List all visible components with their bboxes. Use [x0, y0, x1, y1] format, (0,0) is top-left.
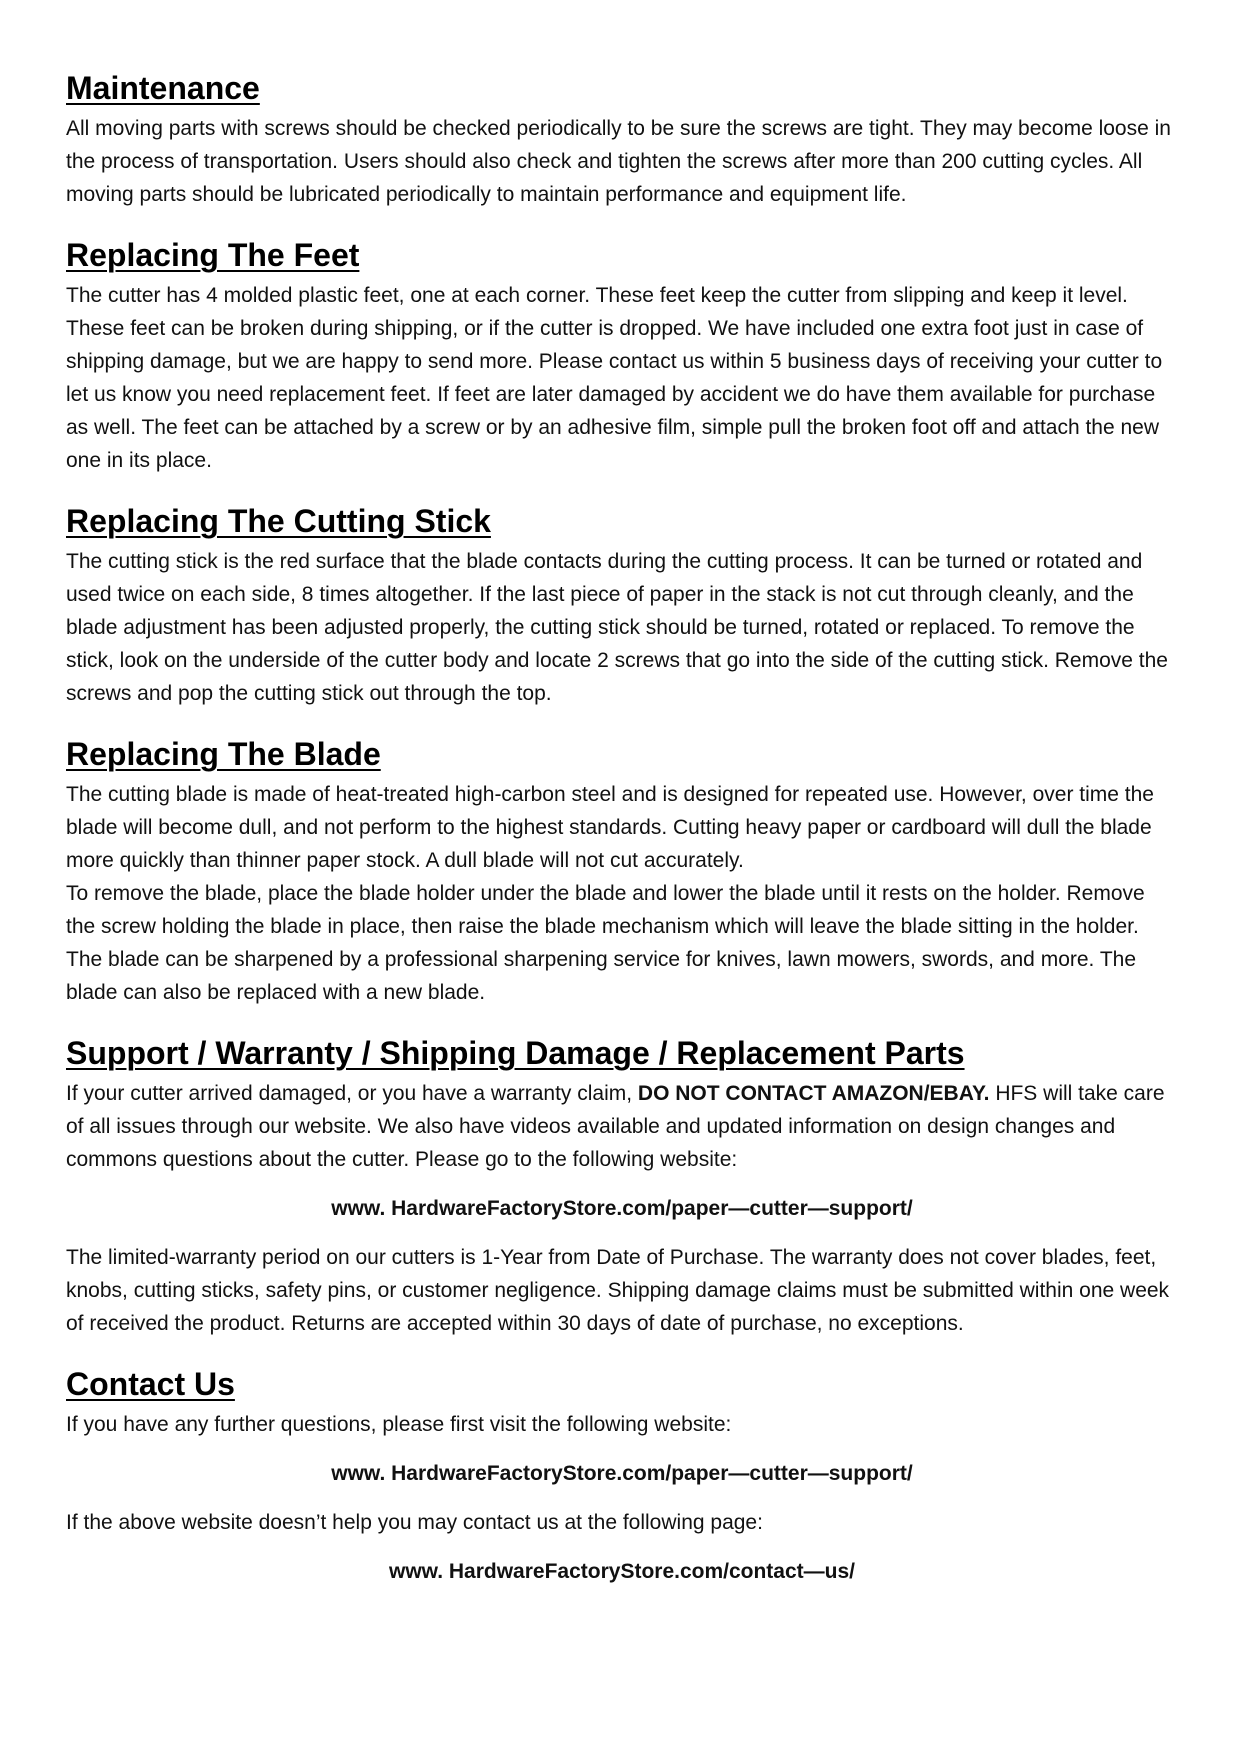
contact-intro: If you have any further questions, please first visit the following website:: [66, 1413, 732, 1436]
maintenance-heading: Maintenance: [66, 70, 260, 106]
contact-us-url: www. HardwareFactoryStore.com/contact—us/: [388, 1560, 855, 1583]
support-intro-end: HFS will take care of all issues through our website. We also have videos available and updated information on design changes and commons questions about the cutter. Please go to the following website:: [66, 1082, 1165, 1171]
blade-text-2: To remove the blade, place the blade holder under the blade and lower the blade until it rests on the holder. Remove the screw holding the blade in place, then raise the blade mechanism which will leave the blade sitting in the holder.: [66, 882, 1145, 938]
feet-heading: Replacing The Feet: [66, 237, 360, 273]
blade-text-1: The cutting blade is made of heat-treated high-carbon steel and is designed for repeated use. However, over time the blade will become dull, and not perform to the highest standards. Cutting heavy paper or cardboard will dull the blade more quickly than thinner paper stock. A dull blade will not cut accurately.: [66, 783, 1154, 872]
cutting-stick-section: [66, 501, 1178, 710]
contact-heading: Contact Us: [66, 1366, 235, 1402]
cutting-stick-heading: Replacing The Cutting Stick: [66, 503, 491, 539]
contact-support-url: www. HardwareFactoryStore.com/paper—cutter—support/: [331, 1462, 913, 1485]
maintenance-text: All moving parts with screws should be checked periodically to be sure the screws are tight. They may become loose in the process of transportation. Users should also check and tighten the screws after more than 200 cutting cycles. All moving parts should be lubricated periodically to maintain performance and equipment life.: [66, 117, 1171, 206]
support-section: [66, 1033, 1178, 1340]
feet-section: [66, 235, 1178, 477]
warranty-text: The limited-warranty period on our cutters is 1-Year from Date of Purchase. The warranty does not cover blades, feet, knobs, cutting sticks, safety pins, or customer negligence. Shipping damage claims must be submitted within one week of received the product. Returns are accepted within 30 days of date of purchase, no exceptions.: [66, 1246, 1170, 1335]
maintenance-section: [66, 68, 1178, 211]
blade-section: [66, 734, 1178, 1009]
contact-followup: If the above website doesn’t help you may contact us at the following page:: [66, 1511, 763, 1534]
blade-heading: Replacing The Blade: [66, 736, 381, 772]
support-intro-start: If your cutter arrived damaged, or you have a warranty claim,: [66, 1082, 638, 1105]
contact-section: [66, 1364, 1178, 1588]
support-intro: [66, 1077, 1178, 1176]
feet-text: The cutter has 4 molded plastic feet, one at each corner. These feet keep the cutter from slipping and keep it level. These feet can be broken during shipping, or if the cutter is dropped. We have included one extra foot just in case of shipping damage, but we are happy to send more. Please contact us within 5 business days of receiving your cutter to let us know you need replacement feet. If feet are later damaged by accident we do have them available for purchase as well. The feet can be attached by a screw or by an adhesive film, simple pull the broken foot off and attach the new one in its place.: [66, 284, 1163, 472]
support-heading: Support / Warranty / Shipping Damage / Replacement Parts: [66, 1035, 965, 1071]
blade-text-3: The blade can be sharpened by a professional sharpening service for knives, lawn mowers, swords, and more. The blade can also be replaced with a new blade.: [66, 948, 1137, 1004]
support-url: www. HardwareFactoryStore.com/paper—cutter—support/: [331, 1197, 913, 1220]
support-warning: DO NOT CONTACT AMAZON/EBAY.: [637, 1082, 990, 1105]
cutting-stick-text: The cutting stick is the red surface that the blade contacts during the cutting process. It can be turned or rotated and used twice on each side, 8 times altogether. If the last piece of paper in the stack is not cut through cleanly, and the blade adjustment has been adjusted properly, the cutting stick should be turned, rotated or replaced. To remove the stick, look on the underside of the cutter body and locate 2 screws that go into the side of the cutting stick. Remove the screws and pop the cutting stick out through the top.: [66, 550, 1168, 705]
manual-page: [66, 68, 1178, 1612]
